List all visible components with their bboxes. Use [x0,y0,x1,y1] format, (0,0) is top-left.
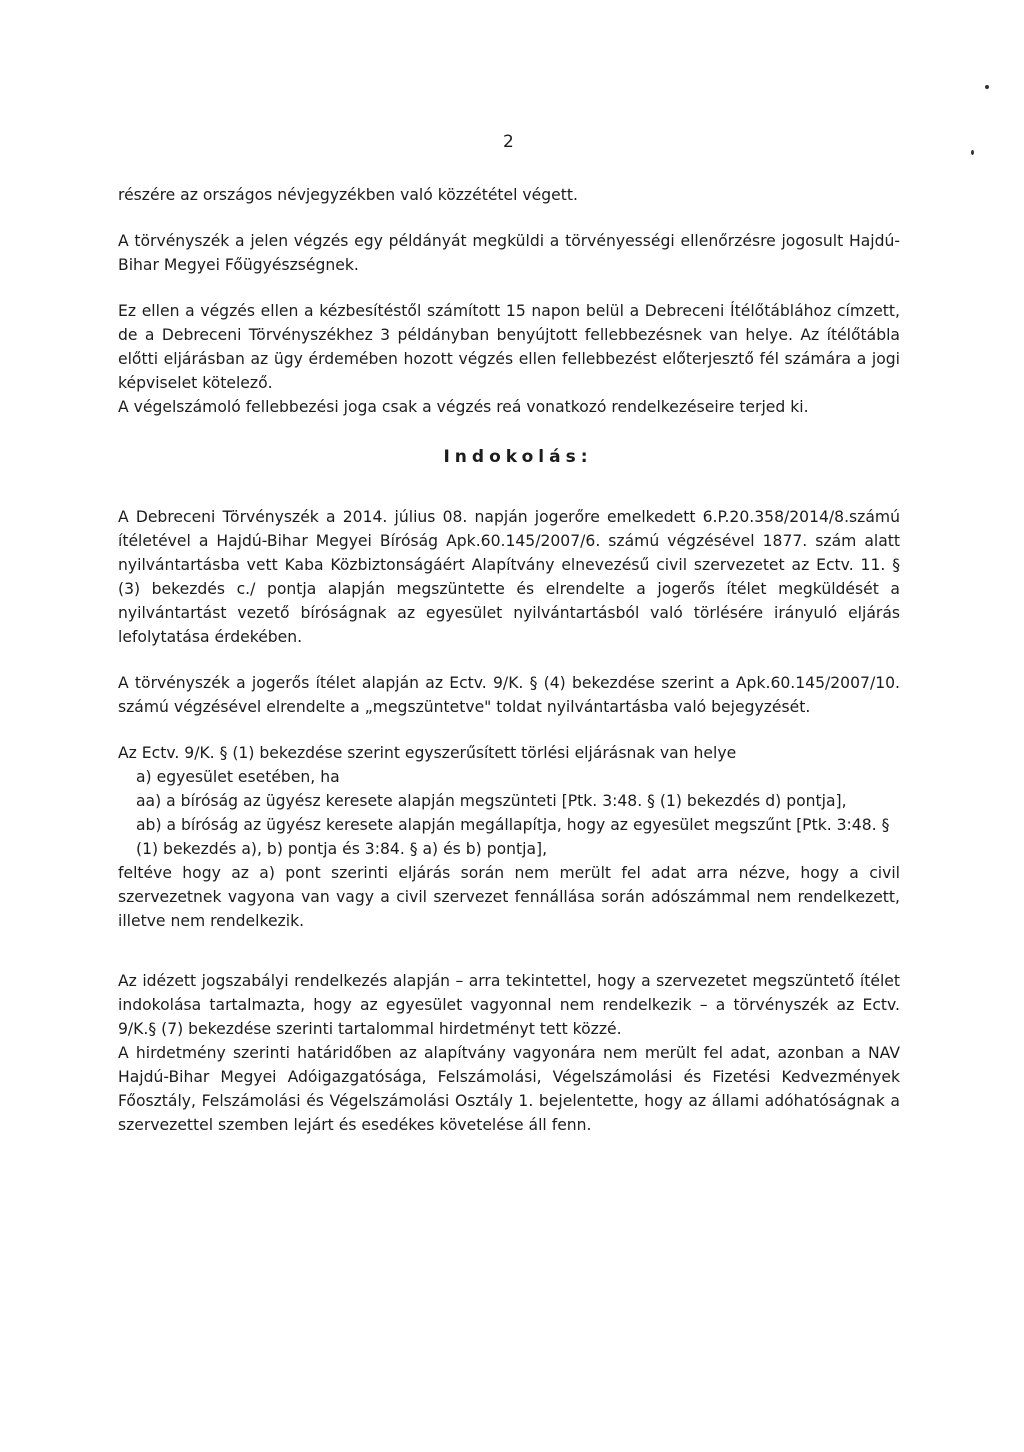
paragraph-tax-claim: A hirdetmény szerinti határidőben az alapítvány vagyonára nem merült fel adat, azonban a NAV Hajdú-Bihar Megyei Adóigazgatósága, Felszámolási, Végelszámolási és Fizetési Kedvezmények Főosztály, Felszámolási és Végelszámolási Osztály 1. bejelentette, hogy az állami adóhatóságnak a szervezettel szemben lejárt és esedékes követelése áll fenn. [118,1044,900,1134]
scan-speck [971,150,974,155]
section-heading: Indokolás: [443,447,593,467]
paragraph-legal-basis: Az Ectv. 9/K. § (1) bekezdése szerint egyszerűsített törlési eljárásnak van helye [118,744,737,762]
paragraph-registration-note: A törvényszék a jogerős ítélet alapján az Ectv. 9/K. § (4) bekezdése szerint a Apk.60.145/2007/10. számú végzésével elrendelte a „megszüntetve" toldat nyilvántartásba való bejegyzését. [118,674,900,716]
list-item-a: a) egyesület esetében, ha [136,768,340,786]
paragraph-appeal-rights: Ez ellen a végzés ellen a kézbesítéstől számított 15 napon belül a Debreceni Ítélőtáblához címzett, de a Debreceni Törvényszékhez 3 példányban benyújtott fellebbezésnek van helye. Az ítélőtábla előtti eljárásban az ügy érdemében hozott végzés ellen fellebbezést előterjesztő fél számára a jogi képviselet kötelező. [118,302,900,392]
document-body [118,183,900,1137]
paragraph-liquidator-appeal: A végelszámoló fellebbezési joga csak a végzés reá vonatkozó rendelkezéseire terjed ki. [118,398,809,416]
paragraph-prosecutor-notice: A törvényszék a jelen végzés egy példányát megküldi a törvényességi ellenőrzésre jogosult Hajdú-Bihar Megyei Főügyészségnek. [118,232,900,274]
paragraph-announcement: Az idézett jogszabályi rendelkezés alapján – arra tekintettel, hogy a szervezetet megszüntető ítélet indokolása tartalmazta, hogy az egyesület vagyonnal nem rendelkezik – a törvényszék az Ectv. 9/K.§ (7) bekezdése szerinti tartalommal hirdetményt tett közzé. [118,972,900,1038]
list-item-ab: ab) a bíróság az ügyész keresete alapján megállapítja, hogy az egyesület megszűnt [Ptk. 3:48. § (1) bekezdés a), b) pontja és 3:84. § a) és b) pontja], [136,816,890,858]
paragraph-condition: feltéve hogy az a) pont szerinti eljárás során nem merült fel adat arra nézve, hogy a civil szervezetnek vagyona van vagy a civil szervezet fennállása során adószámmal nem rendelkezett, illetve nem rendelkezik. [118,864,900,930]
list-item-aa: aa) a bíróság az ügyész keresete alapján megszünteti [Ptk. 3:48. § (1) bekezdés d) pontja], [136,792,847,810]
paragraph-publication: részére az országos névjegyzékben való közzététel végett. [118,186,578,204]
paragraph-judgment-history: A Debreceni Törvényszék a 2014. július 08. napján jogerőre emelkedett 6.P.20.358/2014/8.számú ítéletével a Hajdú-Bihar Megyei Bíróság Apk.60.145/2007/6. számú végzésével 1877. szám alatt nyilvántartásba vett Kaba Közbiztonságáért Alapítvány elnevezésű civil szervezetet az Ectv. 11. § (3) bekezdés c./ pontja alapján megszüntette és elrendelte a jogerős ítélet megküldését a nyilvántartást vezető bíróságnak az egyesület nyilvántartásból való törlésére irányuló eljárás lefolytatása érdekében. [118,508,900,646]
page-number: 2 [503,132,515,152]
scan-speck [985,85,989,89]
